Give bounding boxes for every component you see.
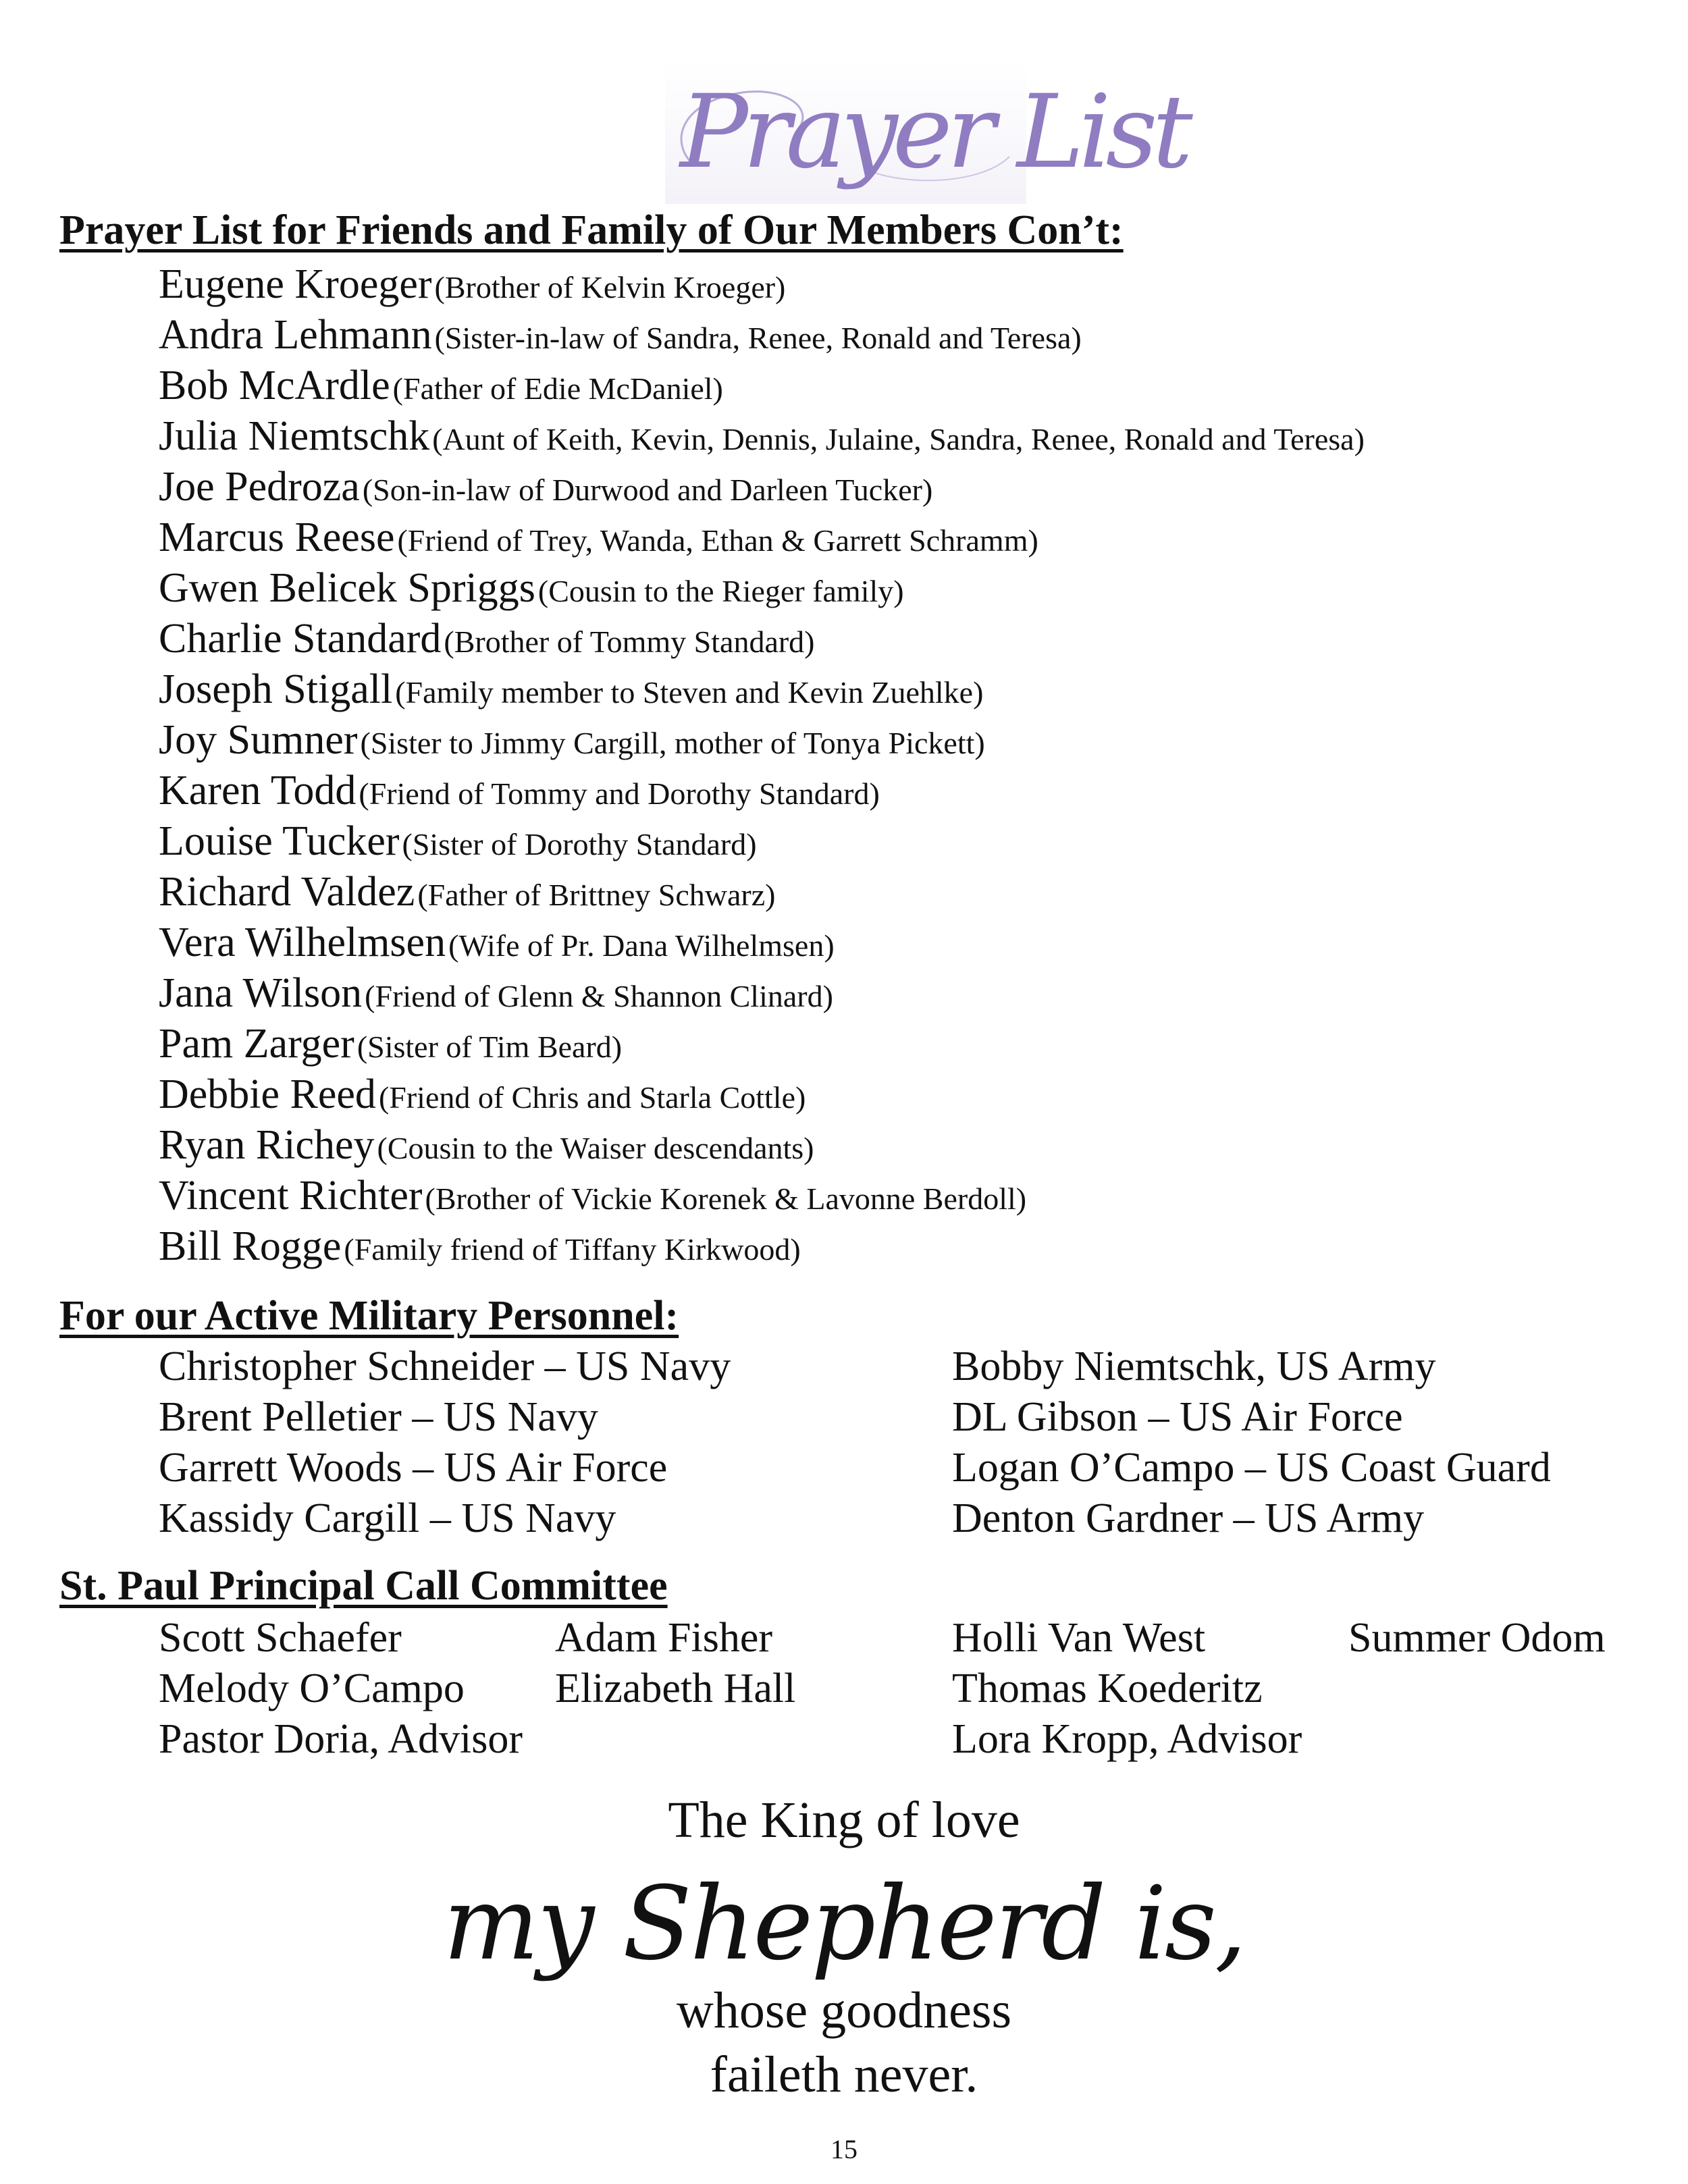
prayer-entry-relation: (Sister of Tim Beard) [357,1030,623,1064]
prayer-entry [159,968,1365,1019]
military-member: Garrett Woods – US Air Force [159,1445,668,1491]
page-number: 15 [830,2134,858,2164]
prayer-entry [159,1171,1365,1221]
committee-member: Summer Odom [1348,1615,1606,1661]
military-member: Logan O’Campo – US Coast Guard [952,1445,1551,1491]
friends-family-list [159,259,1365,1272]
prayer-entry [159,917,1365,968]
military-heading: For our Active Military Personnel: [59,1293,679,1339]
committee-heading: St. Paul Principal Call Committee [59,1563,668,1609]
quote-line-3: whose goodness [676,1982,1012,2039]
committee-member: Melody O’Campo [159,1666,465,1711]
prayer-entry [159,512,1365,563]
prayer-entry [159,867,1365,917]
prayer-entry [159,816,1365,867]
military-member: DL Gibson – US Air Force [952,1394,1403,1440]
prayer-entry-name: Richard Valdez [159,869,415,915]
military-member: Brent Pelletier – US Navy [159,1394,598,1440]
committee-member: Thomas Koederitz [952,1666,1263,1711]
committee-member: Scott Schaefer [159,1615,402,1661]
prayer-entry-relation: (Family member to Steven and Kevin Zuehlke) [395,675,984,710]
prayer-entry-relation: (Cousin to the Rieger family) [537,574,904,608]
committee-member: Holli Van West [952,1615,1206,1661]
prayer-entry [159,462,1365,512]
committee-member: Pastor Doria, Advisor [159,1716,523,1762]
prayer-entry [159,563,1365,614]
prayer-entry-relation: (Sister to Jimmy Cargill, mother of Tonya Pickett) [360,726,985,760]
prayer-entry-name: Charlie Standard [159,616,442,662]
quote-line-1: The King of love [668,1792,1020,1848]
prayer-entry [159,361,1365,411]
logo-text: Prayer List [680,74,1188,191]
prayer-entry-relation: (Brother of Tommy Standard) [444,624,815,659]
prayer-entry-name: Julia Niemtschk [159,413,430,459]
committee-member: Lora Kropp, Advisor [952,1716,1302,1762]
prayer-entry-name: Andra Lehmann [159,312,432,358]
prayer-entry-name: Bob McArdle [159,363,390,408]
prayer-entry [159,664,1365,715]
prayer-entry-name: Bill Rogge [159,1223,342,1269]
prayer-entry-name: Vincent Richter [159,1173,423,1219]
prayer-entry [159,310,1365,361]
prayer-entry [159,715,1365,766]
prayer-list-logo [665,62,1188,204]
prayer-entry-name: Joy Sumner [159,717,358,763]
prayer-entry-name: Karen Todd [159,768,357,814]
prayer-entry [159,1069,1365,1120]
prayer-entry [159,411,1365,462]
prayer-entry-relation: (Friend of Glenn & Shannon Clinard) [365,979,833,1013]
prayer-entry-name: Gwen Belicek Spriggs [159,565,535,611]
prayer-entry-name: Vera Wilhelmsen [159,920,446,965]
quote-line-4: faileth never. [710,2046,978,2103]
prayer-entry-name: Joe Pedroza [159,464,360,510]
prayer-entry [159,1019,1365,1069]
prayer-entry-relation: (Father of Brittney Schwarz) [417,878,776,912]
military-member: Bobby Niemtschk, US Army [952,1343,1436,1389]
military-member: Kassidy Cargill – US Navy [159,1495,616,1541]
prayer-entry [159,1120,1365,1171]
prayer-entry-name: Marcus Reese [159,514,395,560]
prayer-entry [159,766,1365,816]
prayer-entry-name: Joseph Stigall [159,666,393,712]
prayer-entry-relation: (Brother of Vickie Korenek & Lavonne Berdoll) [425,1181,1027,1216]
prayer-entry-relation: (Sister-in-law of Sandra, Renee, Ronald and Teresa) [434,321,1082,355]
prayer-entry-relation: (Family friend of Tiffany Kirkwood) [344,1232,801,1267]
prayer-entry-name: Eugene Kroeger [159,261,432,307]
prayer-list-logo-graphic [665,62,1188,204]
prayer-entry-relation: (Sister of Dorothy Standard) [402,827,757,861]
prayer-entry-name: Debbie Reed [159,1071,376,1117]
prayer-entry-relation: (Son-in-law of Durwood and Darleen Tucker) [362,473,933,507]
prayer-entry-name: Louise Tucker [159,818,400,864]
military-member: Denton Gardner – US Army [952,1495,1425,1541]
quote-line-2: my Shepherd is, [443,1865,1245,1983]
prayer-entry-relation: (Father of Edie McDaniel) [392,371,723,406]
prayer-entry-relation: (Cousin to the Waiser descendants) [377,1131,814,1165]
prayer-entry [159,614,1365,664]
prayer-entry-relation: (Wife of Pr. Dana Wilhelmsen) [448,928,835,963]
prayer-entry-name: Pam Zarger [159,1021,354,1067]
military-member: Christopher Schneider – US Navy [159,1343,731,1389]
prayer-entry [159,259,1365,310]
prayer-entry-relation: (Brother of Kelvin Kroeger) [434,270,786,304]
prayer-entry-name: Ryan Richey [159,1122,375,1168]
friends-family-heading: Prayer List for Friends and Family of Our Members Con’t: [59,207,1124,253]
prayer-entry-name: Jana Wilson [159,970,363,1016]
prayer-entry-relation: (Friend of Chris and Starla Cottle) [378,1080,806,1115]
committee-member: Elizabeth Hall [555,1666,796,1711]
prayer-entry-relation: (Friend of Trey, Wanda, Ethan & Garrett Schramm) [397,523,1038,558]
prayer-entry-relation: (Friend of Tommy and Dorothy Standard) [359,776,880,811]
prayer-entry [159,1221,1365,1272]
committee-member: Adam Fisher [555,1615,773,1661]
prayer-entry-relation: (Aunt of Keith, Kevin, Dennis, Julaine, Sandra, Renee, Ronald and Teresa) [432,422,1365,456]
